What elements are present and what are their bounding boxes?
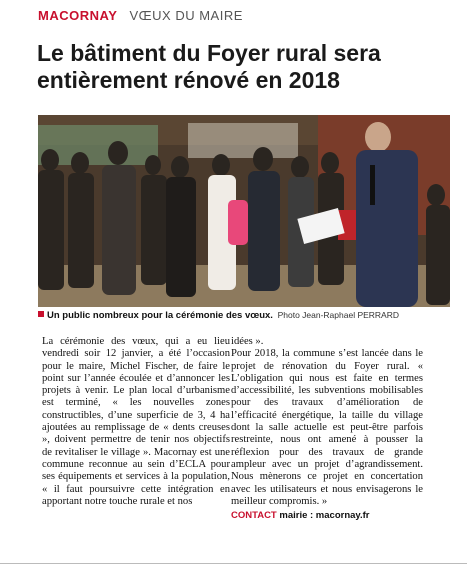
kicker-topic: VŒUX DU MAIRE [129, 8, 243, 23]
contact-line [231, 510, 423, 522]
caption-text: Un public nombreux pour la cérémonie des vœux. [47, 310, 273, 321]
section-kicker [38, 8, 243, 23]
article-column-1 [42, 336, 230, 508]
article-photo [38, 115, 450, 307]
article-paragraph: Pour 2018, la commune s’est lancée dans le projet de rénovation du Foyer rural. « L’obligation qui nous est faite en termes d’accessibilité, les subventions mobilisables pour des travaux d’amélioration de l’efficacité énergétique, la taille du village dont la salle actuelle est peut-être parfois restreinte, nous ont amené à pousser la réflexion pour des travaux de grande ampleur avec un projet d’agrandissement. Nous mènerons ce projet en concertation avec les utilisateurs et nous envisagerons le meilleur compromis. » [231, 348, 423, 507]
contact-label: CONTACT [231, 510, 277, 522]
article-paragraph: idées ». [231, 336, 264, 347]
article-paragraph: La cérémonie des vœux, qui a eu lieu vendredi soir 12 janvier, a été l’occasion pour le maire, Michel Fischer, de faire le point sur l’année écoulée et d’annoncer les projets à venir. Le plan local d’urbanisme est terminé, « les nouvelles zones constructibles, d’une superficie de 3, 4 ha ajoutées au remplissage de « dents creuses », doivent permettre de tenir nos objectifs de revitaliser le village ». Macornay est une commune reconnue au sein d’ECLA pour ses équipements et services à la population, « il faut poursuivre cette intégration en apportant notre touche rurale et nos [42, 336, 230, 507]
photo-credit: Photo Jean-Raphael PERRARD [277, 310, 400, 320]
photo-caption [38, 309, 458, 322]
kicker-place: MACORNAY [38, 8, 118, 23]
bottom-divider [0, 563, 467, 564]
contact-text: mairie : macornay.fr [279, 510, 370, 522]
article-column-2 [231, 336, 423, 522]
headline: Le bâtiment du Foyer rural sera entièrement rénové en 2018 [37, 40, 381, 93]
photo-illustration [38, 115, 450, 307]
caption-bullet-icon [38, 311, 44, 317]
